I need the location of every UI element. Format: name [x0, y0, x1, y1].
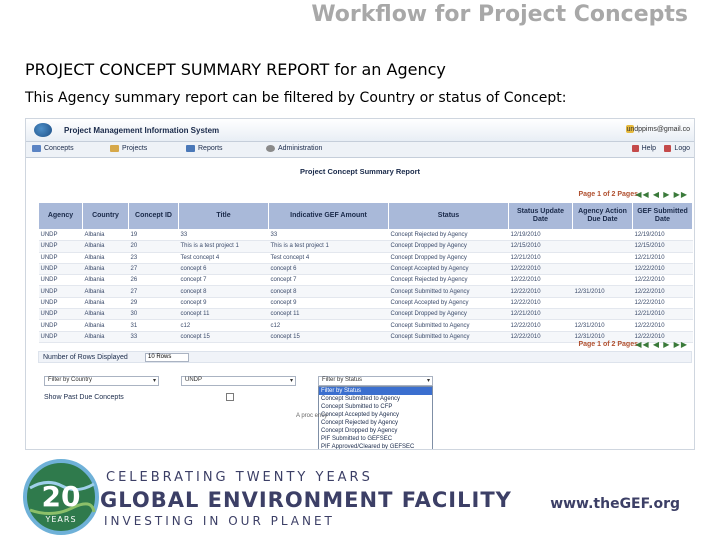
app-header	[26, 119, 694, 142]
table-cell: Concept Dropped by Agency	[389, 252, 509, 263]
gef-banner	[0, 452, 720, 540]
pager-label-top: Page 1 of 2 Pages	[578, 191, 638, 198]
nav-administration[interactable]	[266, 145, 322, 152]
table-cell[interactable]: concept 9	[179, 297, 269, 308]
main-nav	[26, 142, 694, 158]
table-cell: concept 7	[269, 275, 389, 286]
pager-arrows-bottom-icon[interactable]: ◀◀ ◀ ▶ ▶▶	[635, 340, 688, 349]
column-header[interactable]: Status Update Date	[509, 203, 573, 230]
user-email: undppims@gmail.co	[626, 126, 690, 133]
status-dropdown-list	[318, 386, 433, 450]
table-cell: 12/22/2010	[509, 286, 573, 297]
table-cell: 12/15/2010	[633, 241, 693, 252]
table-cell: Test concept 4	[269, 252, 389, 263]
table-cell[interactable]: 30	[129, 309, 179, 320]
table-cell: 12/15/2010	[509, 241, 573, 252]
table-row[interactable]	[39, 252, 693, 263]
table-cell: 12/21/2010	[633, 252, 693, 263]
table-cell: Concept Accepted by Agency	[389, 263, 509, 274]
table-cell: UNDP	[39, 286, 83, 297]
table-cell	[573, 252, 633, 263]
status-option[interactable]: Concept Rejected by Agency	[321, 420, 399, 426]
show-past-due-label: Show Past Due Concepts	[44, 394, 124, 401]
nav-concepts[interactable]	[32, 145, 74, 152]
table-cell: UNDP	[39, 263, 83, 274]
slide-description: This Agency summary report can be filtered by Country or status of Concept:	[25, 90, 567, 106]
table-cell: UNDP	[39, 275, 83, 286]
table-cell: Concept Dropped by Agency	[389, 309, 509, 320]
nav-administration-label: Administration	[278, 145, 323, 152]
table-cell: 12/21/2010	[633, 309, 693, 320]
status-option[interactable]: PIF Submitted to GEFSEC	[321, 436, 393, 442]
status-option[interactable]: Concept Submitted to CFP	[321, 404, 393, 410]
logout-icon	[664, 145, 671, 152]
nav-reports[interactable]	[186, 145, 223, 152]
filter-country-value: Filter by Country	[48, 377, 93, 383]
table-cell: UNDP	[39, 297, 83, 308]
projects-icon	[110, 145, 119, 152]
table-cell: concept 11	[269, 309, 389, 320]
logo-number: 20	[41, 480, 81, 513]
table-cell[interactable]: 20	[129, 241, 179, 252]
table-cell: Albania	[83, 331, 129, 342]
table-cell: Albania	[83, 286, 129, 297]
app-title: Project Management Information System	[64, 126, 220, 135]
table-cell: 12/22/2010	[633, 263, 693, 274]
filter-status-select[interactable]	[318, 376, 433, 386]
banner-org-name: GLOBAL ENVIRONMENT FACILITY	[100, 488, 512, 512]
table-row[interactable]	[39, 241, 693, 252]
nav-projects-label: Projects	[122, 145, 148, 152]
table-cell: 12/22/2010	[509, 275, 573, 286]
table-row[interactable]	[39, 263, 693, 274]
column-header[interactable]: GEF Submitted Date	[633, 203, 693, 230]
logo-years: YEARS	[45, 515, 77, 524]
table-cell: This is a test project 1	[269, 241, 389, 252]
report-title: Project Concept Summary Report	[299, 167, 421, 176]
filter-agency-value: UNDP	[185, 377, 203, 383]
nav-help[interactable]	[632, 145, 656, 152]
status-option[interactable]: PIF Approved/Cleared by GEFSEC	[321, 444, 415, 450]
column-header[interactable]: Indicative GEF Amount	[269, 203, 389, 230]
reports-icon	[186, 145, 195, 152]
table-cell: 12/22/2010	[509, 263, 573, 274]
table-cell: c12	[269, 320, 389, 331]
nav-help-label: Help	[641, 145, 656, 152]
table-cell: 12/31/2010	[573, 320, 633, 331]
rows-displayed-bar	[38, 351, 692, 363]
chevron-down-icon: ▾	[426, 378, 430, 384]
table-cell: Concept Submitted to Agency	[389, 286, 509, 297]
table-cell[interactable]: 33	[129, 331, 179, 342]
table-cell[interactable]: concept 7	[179, 275, 269, 286]
table-cell: concept 6	[269, 263, 389, 274]
banner-tagline: INVESTING IN OUR PLANET	[104, 514, 335, 528]
app-screenshot	[25, 118, 695, 450]
gef-logo-icon	[22, 458, 100, 536]
table-cell: concept 9	[269, 297, 389, 308]
table-cell: Albania	[83, 297, 129, 308]
nav-logout[interactable]	[664, 145, 690, 152]
table-cell: 12/22/2010	[509, 320, 573, 331]
table-cell[interactable]: 31	[129, 320, 179, 331]
table-row[interactable]	[39, 286, 693, 297]
table-cell: 12/31/2010	[573, 286, 633, 297]
chevron-down-icon: ▾	[289, 378, 293, 384]
banner-celebrating: CELEBRATING TWENTY YEARS	[106, 470, 373, 485]
table-cell: Concept Accepted by Agency	[389, 297, 509, 308]
status-option[interactable]: Concept Dropped by Agency	[321, 428, 398, 434]
pager-arrows-icon[interactable]: ◀◀ ◀ ▶ ▶▶	[635, 190, 688, 199]
table-cell: Concept Submitted to Agency	[389, 320, 509, 331]
table-cell[interactable]: 33	[179, 230, 269, 241]
table-cell	[573, 309, 633, 320]
table-cell: 12/22/2010	[633, 275, 693, 286]
status-option[interactable]: Concept Submitted to Agency	[321, 396, 401, 402]
table-cell	[573, 297, 633, 308]
globe-logo-icon	[34, 123, 52, 137]
table-cell: Albania	[83, 275, 129, 286]
table-row[interactable]	[39, 320, 693, 331]
chevron-down-icon: ▾	[152, 378, 156, 384]
table-cell[interactable]: 19	[129, 230, 179, 241]
table-cell[interactable]: concept 15	[179, 331, 269, 342]
table-cell	[573, 241, 633, 252]
table-cell[interactable]: 27	[129, 263, 179, 274]
table-cell: 12/22/2010	[509, 297, 573, 308]
table-cell	[573, 275, 633, 286]
nav-projects[interactable]	[110, 145, 147, 152]
column-header[interactable]: Agency	[39, 203, 83, 230]
column-header[interactable]: Country	[83, 203, 129, 230]
table-cell: Albania	[83, 309, 129, 320]
table-cell: Concept Submitted to Agency	[389, 331, 509, 342]
table-cell: 12/22/2010	[633, 320, 693, 331]
table-cell: UNDP	[39, 309, 83, 320]
nav-concepts-label: Concepts	[44, 145, 74, 152]
table-row[interactable]	[39, 275, 693, 286]
table-cell	[573, 263, 633, 274]
table-cell[interactable]: concept 11	[179, 309, 269, 320]
table-cell: Albania	[83, 252, 129, 263]
table-cell[interactable]: Test concept 4	[179, 252, 269, 263]
table-row[interactable]	[39, 297, 693, 308]
column-header[interactable]: Agency Action Due Date	[573, 203, 633, 230]
table-cell: Albania	[83, 320, 129, 331]
table-cell: Concept Dropped by Agency	[389, 241, 509, 252]
table-cell: 12/22/2010	[509, 331, 573, 342]
table-cell: UNDP	[39, 230, 83, 241]
nav-logout-label: Logo	[674, 145, 690, 152]
table-cell: Albania	[83, 263, 129, 274]
slide-heading: PROJECT CONCEPT SUMMARY REPORT for an Agency	[25, 60, 446, 79]
table-cell[interactable]: 26	[129, 275, 179, 286]
table-cell: 12/22/2010	[633, 331, 693, 342]
table-header-row	[39, 203, 693, 230]
table-cell[interactable]: concept 6	[179, 263, 269, 274]
table-cell: 12/22/2010	[633, 297, 693, 308]
filter-status-value: Filter by Status	[322, 377, 363, 383]
table-cell: UNDP	[39, 331, 83, 342]
nav-reports-label: Reports	[198, 145, 223, 152]
column-header[interactable]: Title	[179, 203, 269, 230]
status-option[interactable]: Filter by Status	[319, 387, 432, 395]
gef-20-years-logo	[22, 458, 100, 536]
column-header[interactable]: Concept ID	[129, 203, 179, 230]
slide-title: Workflow for Project Concepts	[311, 2, 688, 27]
table-cell: Albania	[83, 230, 129, 241]
table-cell: UNDP	[39, 241, 83, 252]
rows-displayed-select[interactable]: 10 Rows	[145, 353, 189, 362]
table-row[interactable]	[39, 309, 693, 320]
help-icon	[632, 145, 639, 152]
table-cell[interactable]: 23	[129, 252, 179, 263]
table-cell: Concept Rejected by Agency	[389, 275, 509, 286]
table-cell: 12/19/2010	[633, 230, 693, 241]
table-cell: 12/21/2010	[509, 252, 573, 263]
concepts-icon	[32, 145, 41, 152]
filter-country-select[interactable]	[44, 376, 159, 386]
table-cell: 12/19/2010	[509, 230, 573, 241]
table-cell[interactable]: c12	[179, 320, 269, 331]
table-cell: UNDP	[39, 252, 83, 263]
table-cell: UNDP	[39, 320, 83, 331]
table-cell: Concept Rejected by Agency	[389, 230, 509, 241]
table-row[interactable]	[39, 230, 693, 241]
table-cell: 12/21/2010	[509, 309, 573, 320]
banner-url[interactable]: www.theGEF.org	[550, 496, 680, 512]
table-cell: 12/31/2010	[573, 331, 633, 342]
table-cell[interactable]: This is a test project 1	[179, 241, 269, 252]
table-cell	[573, 230, 633, 241]
gear-icon	[266, 145, 275, 152]
table-cell[interactable]: 27	[129, 286, 179, 297]
column-header[interactable]: Status	[389, 203, 509, 230]
table-cell: Albania	[83, 241, 129, 252]
rows-displayed-label: Number of Rows Displayed	[43, 354, 128, 361]
concept-table	[38, 202, 693, 343]
table-cell: concept 15	[269, 331, 389, 342]
filter-agency-select[interactable]	[181, 376, 296, 386]
table-cell: 33	[269, 230, 389, 241]
show-past-due-checkbox[interactable]	[226, 393, 234, 401]
table-cell[interactable]: concept 8	[179, 286, 269, 297]
pager-label-bottom: Page 1 of 2 Pages	[578, 341, 638, 348]
status-option[interactable]: Concept Accepted by Agency	[321, 412, 400, 418]
hint-text: A proc ency	[296, 413, 328, 419]
table-cell: concept 8	[269, 286, 389, 297]
table-cell[interactable]: 29	[129, 297, 179, 308]
table-cell: 12/22/2010	[633, 286, 693, 297]
